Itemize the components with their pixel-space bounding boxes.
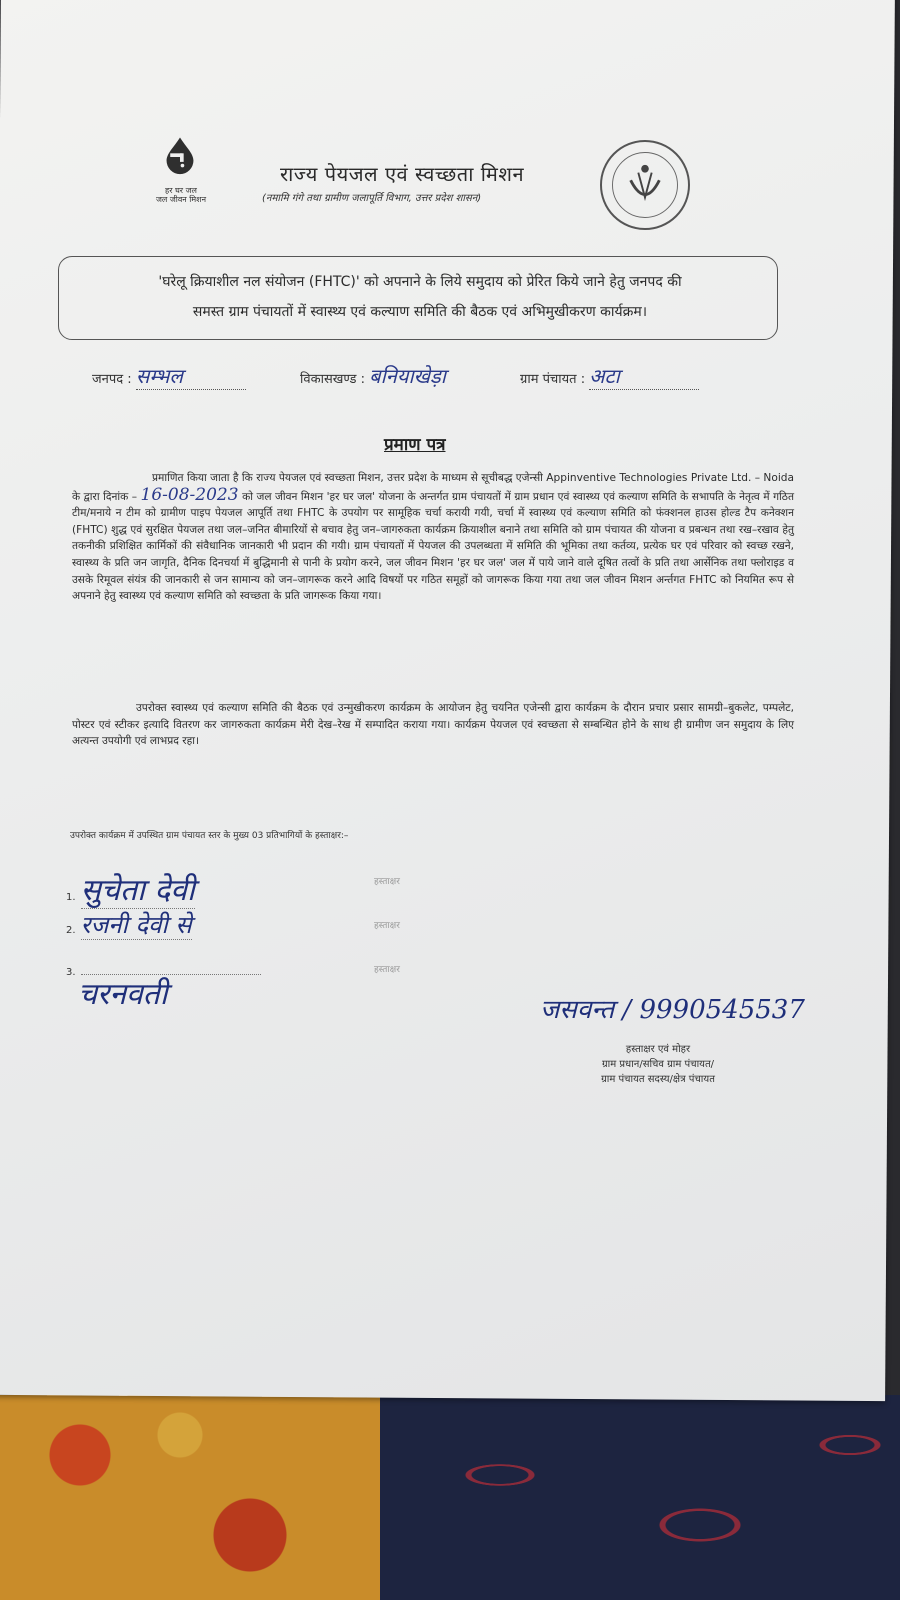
participant-signature: रजनी देवी से: [80, 911, 192, 939]
participant-faint-label: हस्ताक्षर: [374, 877, 400, 887]
mission-subtitle: (नमामि गंगे तथा ग्रामीण जलापूर्ति विभाग, उत्तर प्रदेश शासन): [262, 193, 482, 204]
paragraph-2-text: उपरोक्त स्वास्थ्य एवं कल्याण समिति की बैठक एवं उन्मुखीकरण कार्यक्रम के आयोजन हेतु चयनित एजेन्सी द्वारा कार्यक्रम के दौरान प्रचार प्रसार सामग्री–बुकलेट, पम्पलेट, पोस्टर एवं स्टीकर इत्यादि वितरण कर जागरुकता कार्यक्रम मेरी देख–रेख में सम्पादित कराया गया। कार्यक्रम पेयजल एवं स्वच्छता से सम्बन्धित होने के साथ ही ग्रामीण जन समुदाय के लिए अत्यन्त उपयोगी एवं लाभप्रद रहा।: [72, 702, 794, 748]
mission-title: राज्य पेयजल एवं स्वच्छता मिशन: [280, 162, 525, 186]
block-label: विकासखण्ड :: [300, 372, 366, 387]
signatory-signature: जसवन्त / 9990545537: [540, 995, 805, 1025]
signatory-caption-line: हस्ताक्षर एवं मोहर: [625, 1044, 691, 1055]
up-government-seal: [600, 140, 690, 230]
participant-faint-label: हस्ताक्षर: [374, 921, 400, 931]
logo-subtext: जल जीवन मिशन: [155, 195, 207, 204]
seal-emblem-icon: [602, 142, 688, 228]
participant-faint-label: हस्ताक्षर: [374, 965, 400, 975]
program-title-box: [58, 256, 778, 340]
program-title-line-1: 'घरेलू क्रियाशील नल संयोजन (FHTC)' को अपनाने के लिये समुदाय को प्रेरित किये जाने हेतु जनपद की: [158, 274, 682, 290]
logo-text: हर घर जल: [165, 186, 197, 195]
signatory-caption-line: ग्राम पंचायत सदस्य/क्षेत्र पंचायत: [601, 1074, 715, 1085]
fabric-pattern: [380, 1395, 900, 1600]
certificate-heading: प्रमाण पत्र: [384, 435, 446, 455]
participant-number: 1.: [66, 892, 76, 903]
paragraph-1-intro: प्रमाणित किया जाता है कि राज्य पेयजल एवं स्वच्छता मिशन, उत्तर प्रदेश के माध्यम से सूचीबद्ध एजेन्सी Appinventive Technologies Private Ltd. – Noida के द्वारा दिनांक –: [72, 472, 794, 503]
participant-number: 3.: [66, 967, 76, 978]
paragraph-1-body: को जल जीवन मिशन 'हर घर जल' योजना के अन्तर्गत ग्राम पंचायतों में ग्राम प्रधान एवं स्वास्थ्य एवं कल्याण समिति के सभापति के नेतृत्व में गठित टीम/मनाये न टीम को ग्रामीण पाइप पेयजल आपूर्ति तथा FHTC के उपयोग पर सामूहिक चर्चा करायी गयी, चर्चा में स्वास्थ्य एवं कल्याण समिति को फंक्शनल हाउस होल्ड टैप कनेक्शन (FHTC) शुद्ध एवं सुरक्षित पेयजल तथा जल–जनित बीमारियों से बचाव हेतु जन–जागरुकता कार्यक्रम क्रियाशील बनाने तथा समिति को ग्राम पंचायत की योजना व प्रबन्धन तथा रख–रखाव हेतु तकनीकी प्रशिक्षित कार्मिकों की संवैधानिक जानकारी भी प्रदान की गयी। ग्राम पंचायतों में पेयजल की उपलब्धता में समिति की भूमिका तथा कर्तव्य, प्रत्येक घर एवं परिवार को स्वच्छ रखने, स्वास्थ्य के प्रति जन जागृति, दैनिक दिनचर्या में बुद्धिमानी से पानी के प्रयोग करने, जल जीवन मिशन 'हर घर जल' जल में पाये जाने वाले दूषित तत्वों के प्रति तथा आर्सेनिक तथा फ्लोराइड व उसके रिमूवल संयंत्र की जानकारी से जन सामान्य को जन–जागरूक करने आदि विषयों पर गठित समूहों को जागरूक किया गया तथा जल जीवन मिशन अर्न्तगत FHTC को नियमित रूप से अपनाने हेतु स्वास्थ्य एवं कल्याण समिति को स्वच्छता के प्रति जागरूक किया गया।: [72, 490, 794, 603]
district-value: सम्भल: [136, 362, 246, 390]
participant-number: 2.: [66, 925, 76, 936]
signatory-caption: [548, 1042, 768, 1087]
district-label: जनपद :: [92, 372, 132, 387]
panchayat-label: ग्राम पंचायत :: [520, 372, 586, 387]
participant-row: [66, 908, 426, 941]
block-value: बनियाखेड़ा: [369, 364, 446, 388]
certificate-paragraph-1: [72, 470, 794, 605]
program-title-line-2: समस्त ग्राम पंचायतों में स्वास्थ्य एवं कल्याण समिति की बैठक एवं अभिमुखीकरण कार्यक्रम।: [192, 304, 648, 320]
program-date: 16-08-2023: [140, 484, 239, 505]
signatory-caption-line: ग्राम प्रधान/सचिव ग्राम पंचायत/: [601, 1059, 715, 1070]
block-field: [300, 362, 446, 389]
district-field: [92, 362, 246, 390]
participant-row: [66, 868, 426, 909]
participant-signature: सुचेता देवी: [80, 873, 195, 908]
participants-intro: उपरोक्त कार्यक्रम में उपस्थित ग्राम पंचायत स्तर के मुख्य 03 प्रतिभागियों के हस्ताक्षर:–: [70, 831, 349, 841]
logo-caption: [136, 186, 226, 204]
panchayat-value: अटा: [589, 362, 699, 390]
panchayat-field: [520, 362, 699, 390]
certificate-paragraph-2: [72, 700, 794, 750]
participant-signature: चरनवती: [78, 977, 168, 1012]
har-ghar-jal-logo-icon: [150, 135, 210, 190]
